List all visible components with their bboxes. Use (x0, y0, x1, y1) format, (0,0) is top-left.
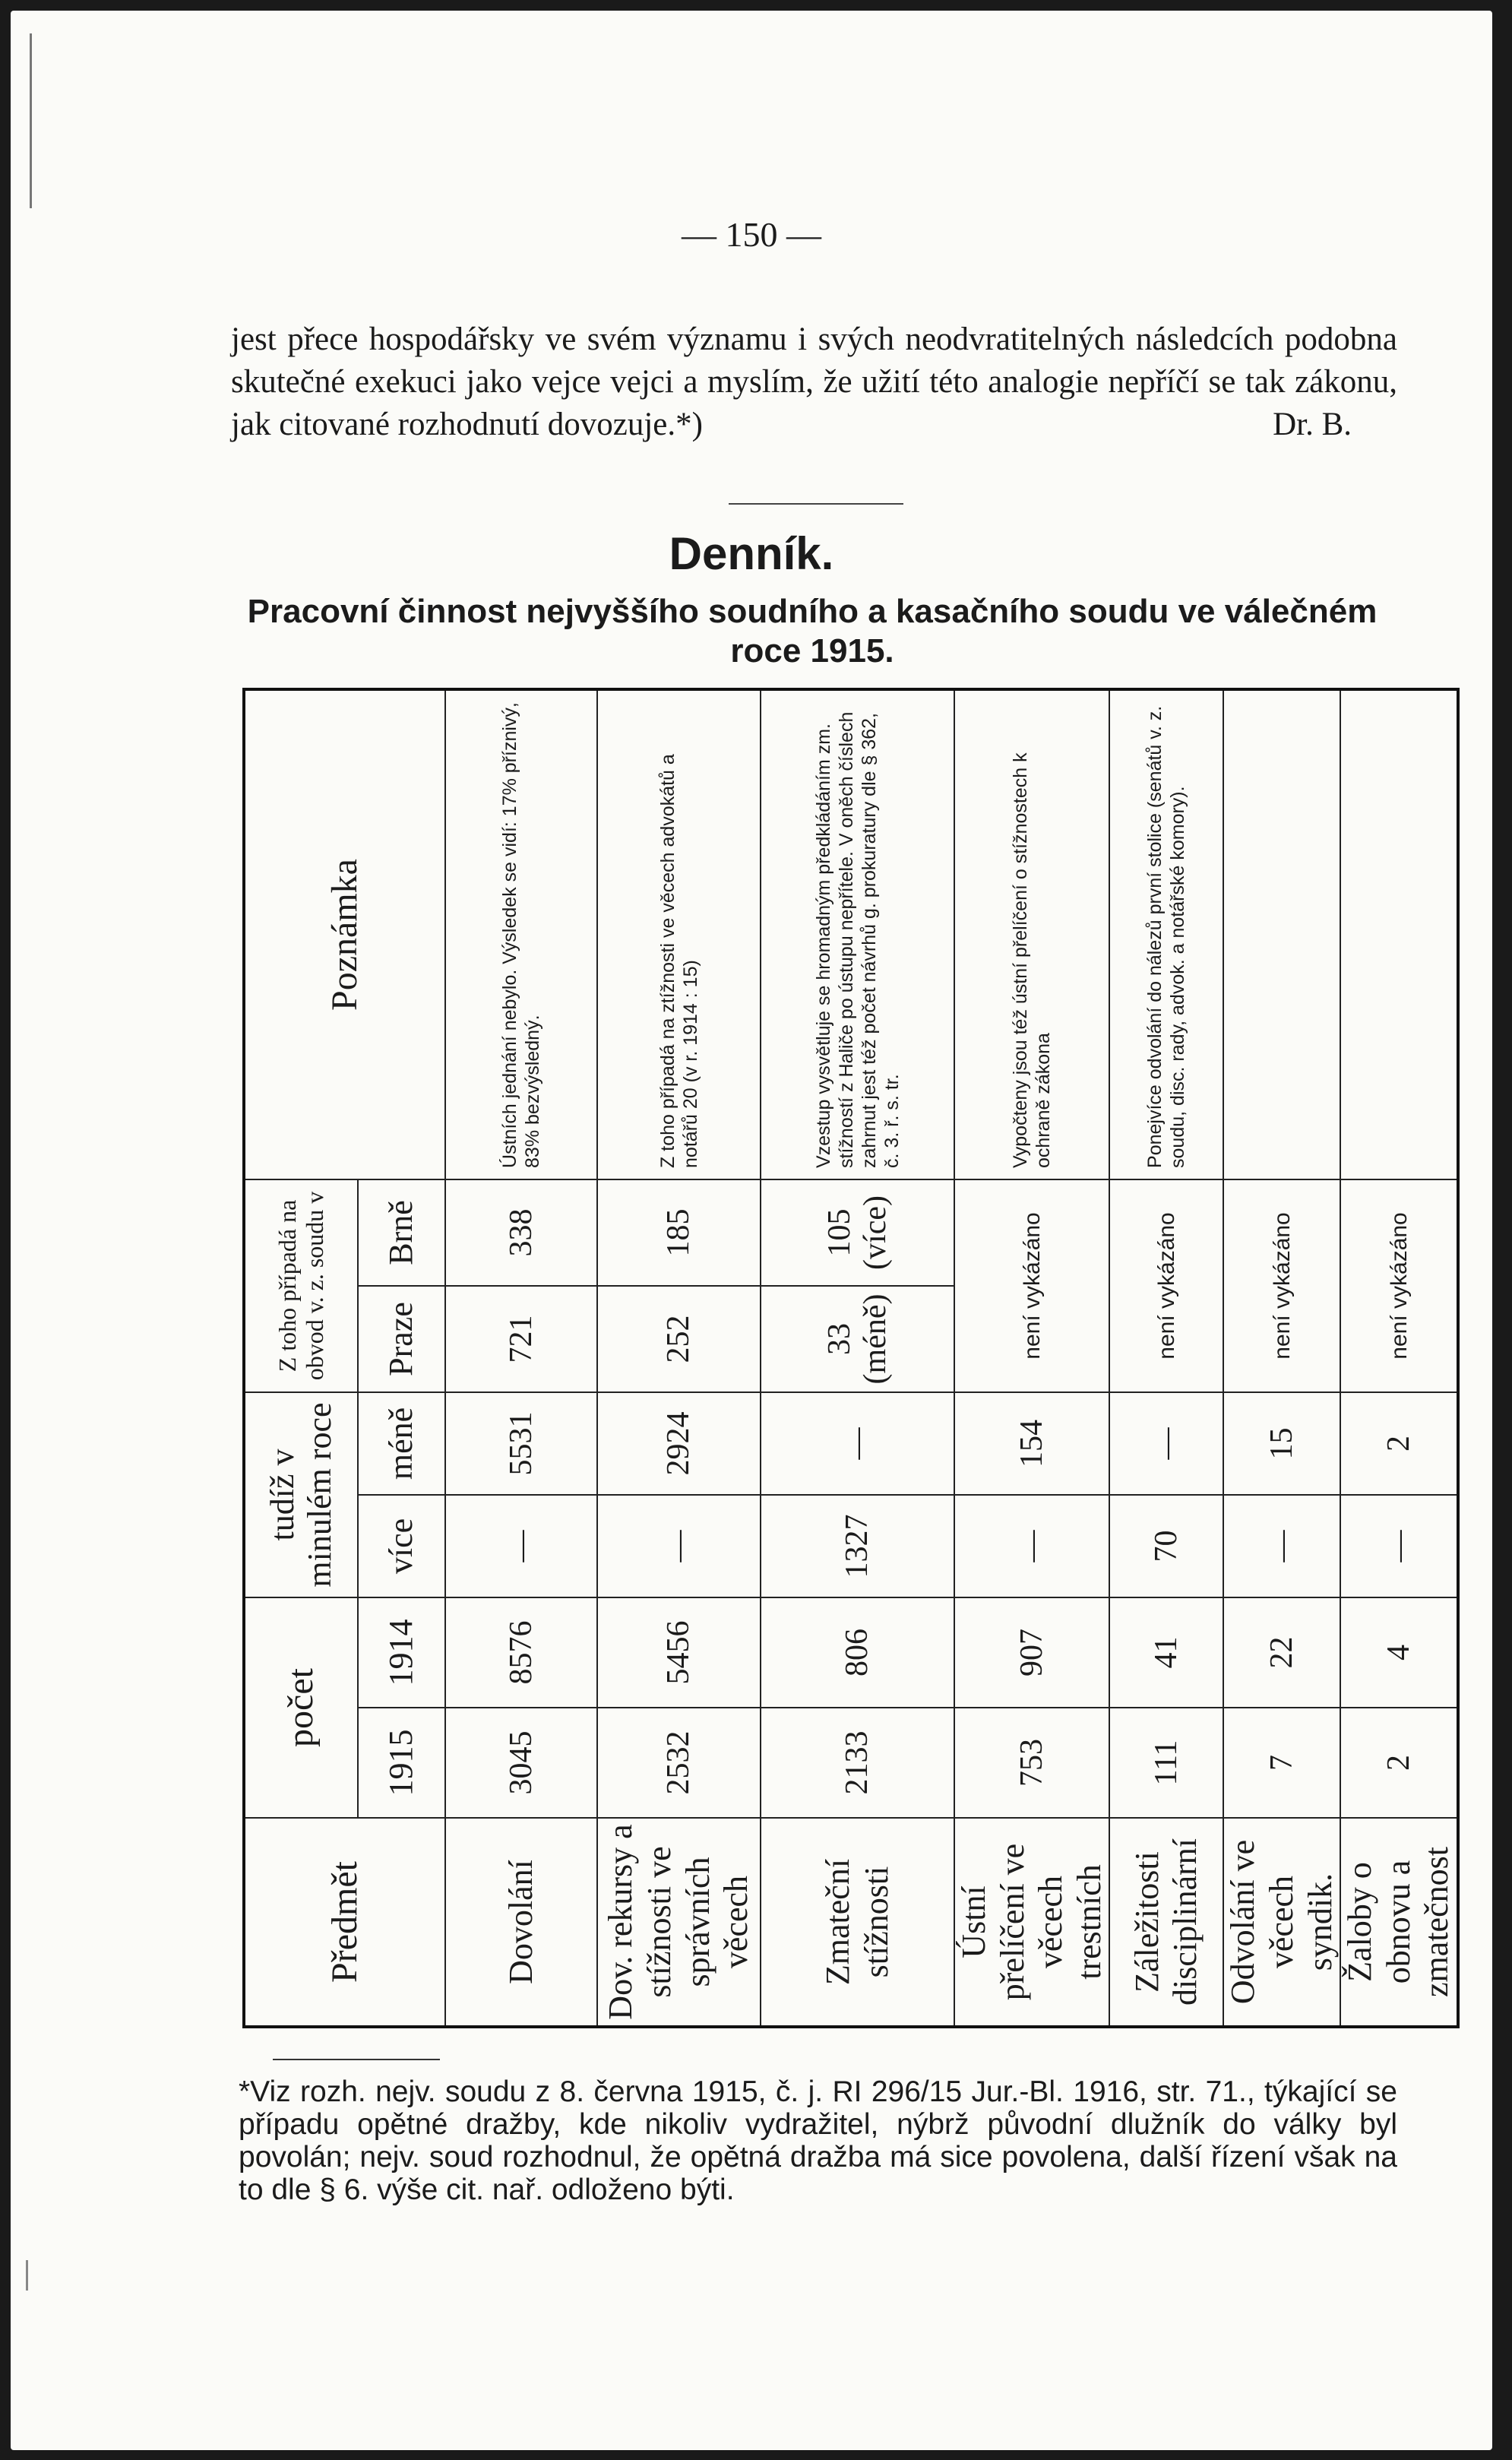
cell-subject: Dov. rekursy a stížnosti ve správních věcech (597, 1818, 761, 2027)
table-row (761, 689, 954, 2027)
page-number: — 150 — (682, 215, 821, 254)
cell-1914: 22 (1223, 1597, 1340, 1708)
cell-1914: 5456 (597, 1597, 761, 1708)
header-count-1915: 1915 (358, 1708, 445, 1818)
page (11, 11, 1492, 2450)
cell-subject: Zmateční stížnosti (761, 1818, 954, 2027)
header-note: Poznámka (244, 689, 445, 1179)
cell-less: 5531 (445, 1392, 597, 1495)
header-count-1914: 1914 (358, 1597, 445, 1708)
table-row (597, 689, 761, 2027)
cell-courts-merged: není vykázáno (1109, 1179, 1223, 1392)
header-courts: Z toho případá na obvod v. z. soudu v (244, 1179, 358, 1392)
cell-subject: Odvolání ve věcech syndik. (1223, 1818, 1340, 2027)
cell-more: — (597, 1495, 761, 1597)
cell-1915: 2532 (597, 1708, 761, 1818)
cell-courts-merged: není vykázáno (1223, 1179, 1340, 1392)
cell-subject: Ústní přelíčení ve věcech trestních (954, 1818, 1109, 2027)
scan-edge-mark (26, 2260, 28, 2291)
cell-note: Ponejvíce odvolání do nálezů první stolice (senátů v. z. soudu, disc. rady, advok. a notářské komory). (1109, 689, 1223, 1179)
cell-more: 1327 (761, 1495, 954, 1597)
rotated-table-wrapper (242, 691, 1456, 2028)
cell-less: 2924 (597, 1392, 761, 1495)
cell-note: Vzestup vysvětluje se hromadným předkládáním zm. stížností z Haliče po ústupu nepřítele. V oněch číslech zahrnut jest též počet návrhů g. prokuratury dle § 362, č. 3. ř. s. tr. (761, 689, 954, 1179)
cell-praha: 33 (méně) (761, 1286, 954, 1392)
header-diff: tudíž v minulém roce (244, 1392, 358, 1597)
section-subtitle: Pracovní činnost nejvyššího soudního a kasačního soudu ve válečném roce 1915. (247, 593, 1378, 670)
scan-edge-mark (30, 33, 32, 208)
cell-note: Vypočteny jsou též ústní přelíčení o stížnostech k ochraně zákona (954, 689, 1109, 1179)
cell-courts-merged: není vykázáno (1340, 1179, 1458, 1392)
cell-1914: 806 (761, 1597, 954, 1708)
cell-brno: 105 (více) (761, 1179, 954, 1286)
footnote-text: *Viz rozh. nejv. soudu z 8. června 1915, č. j. RI 296/15 Jur.-Bl. 1916, str. 71., týkající se případu opětné dražby, kde nikoliv vydražitel, nýbrž původní dlužník do války byl povolán; nejv. soud rozhodnul, že opětná dražba má sice povolena, další řízení však na to dle § 6. výše cit. nař. odloženo býti. (239, 2075, 1397, 2206)
header-diff-less: méně (358, 1392, 445, 1495)
cell-more: — (445, 1495, 597, 1597)
cell-1914: 41 (1109, 1597, 1223, 1708)
intro-paragraph (231, 318, 1397, 446)
separator-rule (729, 503, 903, 505)
cell-courts-merged: není vykázáno (954, 1179, 1109, 1392)
header-row-top (244, 689, 358, 2027)
footnote-rule (273, 2059, 440, 2060)
cell-less: — (1109, 1392, 1223, 1495)
section-title: Denník. (669, 528, 834, 579)
table-row (1109, 689, 1223, 2027)
cell-1914: 907 (954, 1597, 1109, 1708)
cell-less: 2 (1340, 1392, 1458, 1495)
cell-praha: 721 (445, 1286, 597, 1392)
table-row (445, 689, 597, 2027)
cell-subject: Dovolání (445, 1818, 597, 2027)
footnote (239, 2075, 1397, 2206)
cell-brno: 338 (445, 1179, 597, 1286)
cell-1914: 4 (1340, 1597, 1458, 1708)
cell-less: — (761, 1392, 954, 1495)
cell-note: Z toho případá na ztížnosti ve věcech advokátů a notářů 20 (v r. 1914 : 15) (597, 689, 761, 1179)
header-diff-more: více (358, 1495, 445, 1597)
header-court-brno: Brně (358, 1179, 445, 1286)
table-row (1340, 689, 1458, 2027)
cell-1915: 2133 (761, 1708, 954, 1818)
cell-subject: Žaloby o obnovu a zmatečnost (1340, 1818, 1458, 2027)
cell-note (1223, 689, 1340, 1179)
cell-more: — (1340, 1495, 1458, 1597)
header-subject: Předmět (244, 1818, 445, 2027)
intro-text: jest přece hospodářsky ve svém významu i svých neodvratitelných následcích podobna skutečné exekuci jako vejce vejci a myslím, že užití této analogie nepříčí se tak zákonu, jak citované rozhodnutí dovozuje.*) (231, 321, 1397, 442)
header-court-praha: Praze (358, 1286, 445, 1392)
cell-more: 70 (1109, 1495, 1223, 1597)
cell-1915: 7 (1223, 1708, 1340, 1818)
cell-more: — (1223, 1495, 1340, 1597)
cell-note: Ústních jednání nebylo. Výsledek se vidí: 17% příznivý, 83% bezvýsledný. (445, 689, 597, 1179)
cell-less: 154 (954, 1392, 1109, 1495)
cell-more: — (954, 1495, 1109, 1597)
cell-less: 15 (1223, 1392, 1340, 1495)
cell-note (1340, 689, 1458, 1179)
cell-praha: 252 (597, 1286, 761, 1392)
signature: Dr. B. (1273, 407, 1352, 442)
statistics-table (242, 688, 1460, 2028)
cell-1915: 2 (1340, 1708, 1458, 1818)
cell-1915: 753 (954, 1708, 1109, 1818)
cell-1915: 111 (1109, 1708, 1223, 1818)
table-row (954, 689, 1109, 2027)
cell-1915: 3045 (445, 1708, 597, 1818)
cell-1914: 8576 (445, 1597, 597, 1708)
cell-subject: Záležitosti disciplinární (1109, 1818, 1223, 2027)
table-row (1223, 689, 1340, 2027)
cell-brno: 185 (597, 1179, 761, 1286)
header-count: počet (244, 1597, 358, 1818)
